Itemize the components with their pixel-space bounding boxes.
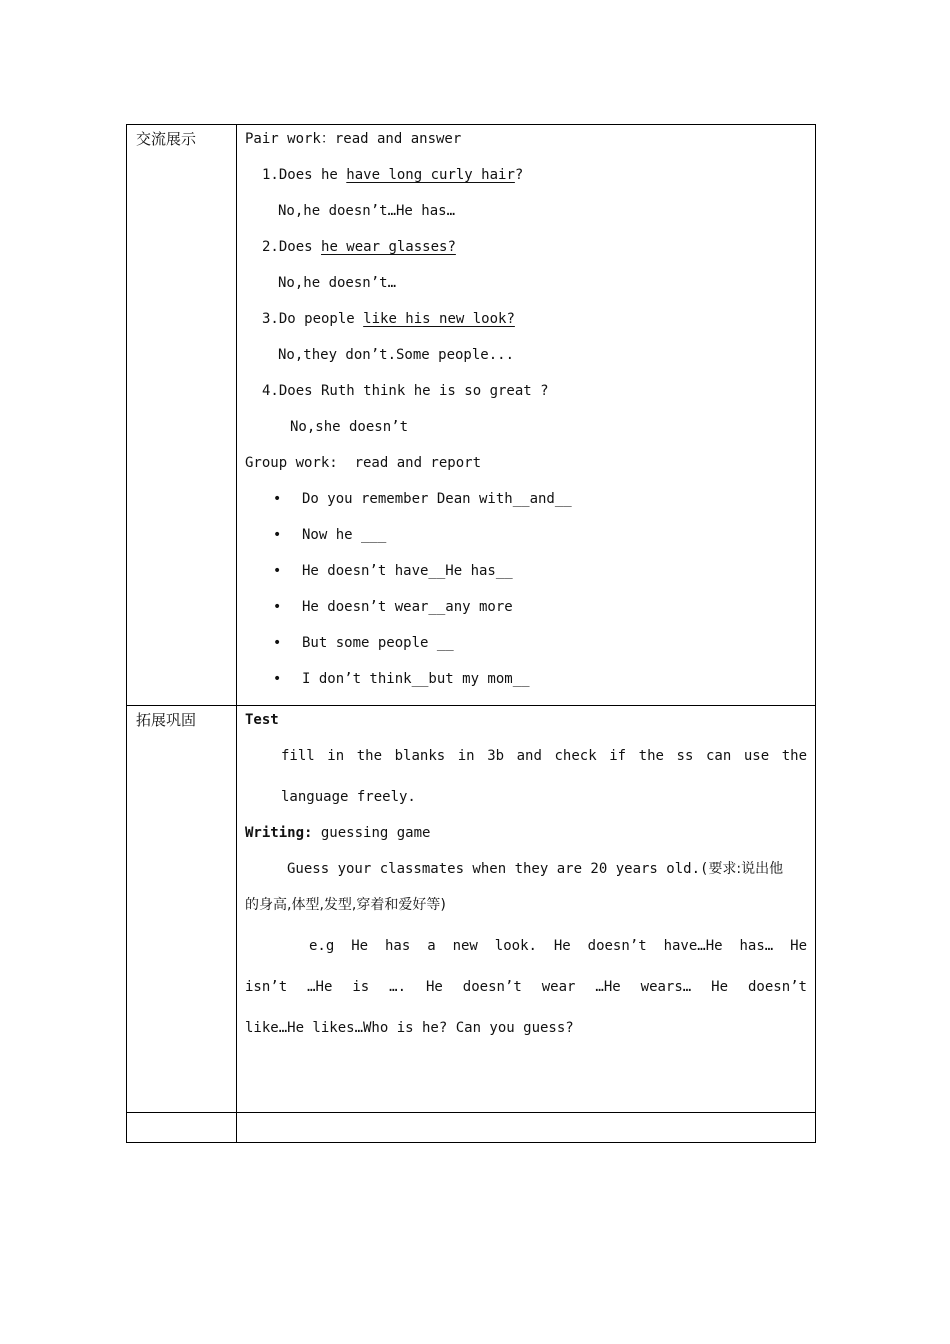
section-label-extension: 拓展巩固 xyxy=(136,711,197,729)
bullet-icon: • xyxy=(273,599,282,615)
answer-1: No,he doesn’t…He has… xyxy=(278,203,456,219)
question-2: 2.Does he wear glasses? xyxy=(262,239,456,255)
writing-heading: Writing: guessing game xyxy=(245,825,431,841)
test-heading: Test xyxy=(245,712,279,728)
answer-3: No,they don’t.Some people... xyxy=(278,347,515,363)
label-cell xyxy=(127,125,237,706)
guess-instruction-line-2: 的身高,体型,发型,穿着和爱好等) xyxy=(245,897,446,913)
bullet-icon: • xyxy=(273,671,282,687)
test-instruction-line-1: fill in the blanks in 3b and check if the ss can use the xyxy=(281,748,807,764)
content-cell-exchange xyxy=(237,125,816,706)
list-item: • He doesn’t wear__any more xyxy=(273,599,513,615)
list-item: • But some people __ xyxy=(273,635,454,651)
example-line-3: like…He likes…Who is he? Can you guess? xyxy=(245,1020,574,1036)
list-item: • Now he ___ xyxy=(273,527,387,543)
answer-4: No,she doesn’t xyxy=(290,419,409,435)
bullet-icon: • xyxy=(273,635,282,651)
table-row-empty xyxy=(127,1113,816,1143)
label-cell xyxy=(127,1113,237,1143)
section-label-exchange: 交流展示 xyxy=(136,130,197,148)
list-item: • I don’t think__but my mom__ xyxy=(273,671,530,687)
list-item: • Do you remember Dean with__and__ xyxy=(273,491,572,507)
table-row-extension xyxy=(127,706,816,1113)
table-row-exchange xyxy=(127,125,816,706)
group-work-heading: Group work: read and report xyxy=(245,455,482,471)
content-cell-empty xyxy=(237,1113,816,1143)
label-cell xyxy=(127,706,237,1113)
example-line-2: isn’t …He is …. He doesn’t wear …He wears… He doesn’t xyxy=(245,979,807,995)
question-4: 4.Does Ruth think he is so great ? xyxy=(262,383,549,399)
bullet-icon: • xyxy=(273,491,282,507)
bullet-icon: • xyxy=(273,527,282,543)
lesson-plan-table xyxy=(126,124,816,1143)
list-item: • He doesn’t have__He has__ xyxy=(273,563,513,579)
content-cell-extension xyxy=(237,706,816,1113)
section-label-empty xyxy=(127,1113,236,1117)
lesson-plan-sheet xyxy=(126,124,816,1143)
pair-work-heading: Pair work：read and answer xyxy=(245,131,462,147)
bullet-icon: • xyxy=(273,563,282,579)
example-line-1: e.g He has a new look. He doesn’t have…He has… He xyxy=(309,938,807,954)
question-3: 3.Do people like his new look? xyxy=(262,311,515,327)
answer-2: No,he doesn’t… xyxy=(278,275,397,291)
test-instruction-line-2: language freely. xyxy=(281,789,416,805)
question-1: 1.Does he have long curly hair? xyxy=(262,167,524,183)
empty-content xyxy=(237,1113,815,1117)
guess-instruction-line-1: Guess your classmates when they are 20 years old.(要求:说出他 xyxy=(287,861,784,877)
